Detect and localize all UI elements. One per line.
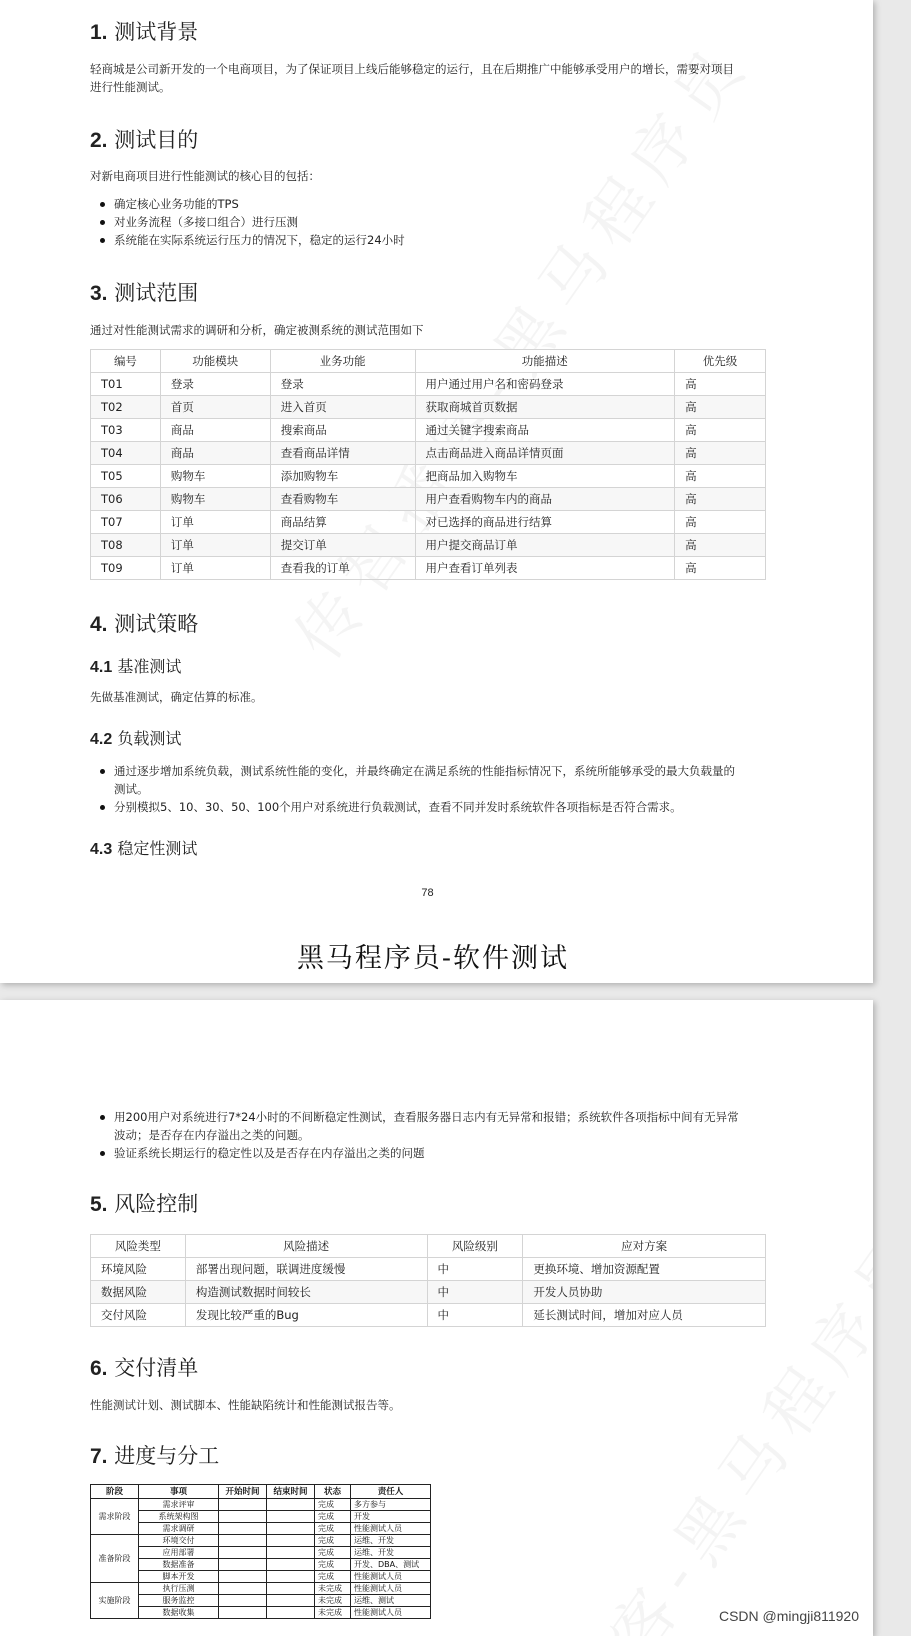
table-cell: 环境交付 [139, 1535, 219, 1547]
table-row [91, 1535, 431, 1547]
phase-cell: 准备阶段 [91, 1535, 139, 1583]
table-cell: T08 [91, 534, 161, 557]
list-item: 对业务流程（多接口组合）进行压测 [114, 213, 794, 231]
table-cell: 首页 [160, 396, 270, 419]
table-cell: 需求评审 [139, 1499, 219, 1511]
section-3-intro: 通过对性能测试需求的调研和分析，确定被测系统的测试范围如下 [90, 323, 424, 337]
table-cell: 执行压测 [139, 1583, 219, 1595]
table-cell: 高 [675, 396, 766, 419]
table-cell: 性能测试人员 [351, 1523, 431, 1535]
table-cell: 服务监控 [139, 1595, 219, 1607]
table-cell: 完成 [315, 1523, 351, 1535]
table-cell [267, 1559, 315, 1571]
table-header: 结束时间 [267, 1485, 315, 1499]
table-cell: 完成 [315, 1559, 351, 1571]
table-cell: 通过关键字搜索商品 [415, 419, 675, 442]
table-cell [267, 1523, 315, 1535]
table-cell: T01 [91, 373, 161, 396]
table-cell [267, 1595, 315, 1607]
table-header: 功能模块 [160, 350, 270, 373]
table-cell: 高 [675, 511, 766, 534]
table-cell: 商品 [160, 442, 270, 465]
table-header: 事项 [139, 1485, 219, 1499]
list-item: 系统能在实际系统运行压力的情况下，稳定的运行24小时 [114, 231, 794, 249]
table-cell: 商品结算 [270, 511, 415, 534]
table-cell: 添加购物车 [270, 465, 415, 488]
table-cell: 构造测试数据时间较长 [185, 1281, 427, 1304]
table-cell [267, 1535, 315, 1547]
table-cell: 中 [427, 1258, 523, 1281]
table-cell: T03 [91, 419, 161, 442]
table-cell [267, 1499, 315, 1511]
table-row [91, 419, 766, 442]
table-cell: 部署出现问题，联调进度缓慢 [185, 1258, 427, 1281]
table-cell: 完成 [315, 1535, 351, 1547]
table-cell: 交付风险 [91, 1304, 186, 1327]
section-3-heading: 3. 测试范围 [90, 281, 199, 305]
table-row [91, 1304, 766, 1327]
table-header: 优先级 [675, 350, 766, 373]
section-4-2-heading: 4.2 负载测试 [90, 729, 182, 748]
table-row [91, 1583, 431, 1595]
table-cell: 性能测试人员 [351, 1583, 431, 1595]
table-cell [219, 1607, 267, 1619]
table-header: 阶段 [91, 1485, 139, 1499]
table-row [91, 1595, 431, 1607]
table-cell: 提交订单 [270, 534, 415, 557]
table-cell [267, 1583, 315, 1595]
table-cell: 高 [675, 488, 766, 511]
table-cell: 完成 [315, 1547, 351, 1559]
risk-table [90, 1234, 766, 1327]
table-row [91, 1281, 766, 1304]
table-cell: 对已选择的商品进行结算 [415, 511, 675, 534]
table-cell: 多方参与 [351, 1499, 431, 1511]
section-4-3-list [90, 1108, 794, 1162]
table-cell: 查看购物车 [270, 488, 415, 511]
table-row [91, 1571, 431, 1583]
table-cell: 用户查看购物车内的商品 [415, 488, 675, 511]
list-item: 验证系统长期运行的稳定性以及是否存在内存溢出之类的问题 [114, 1144, 794, 1162]
table-cell: 应用部署 [139, 1547, 219, 1559]
table-cell: 环境风险 [91, 1258, 186, 1281]
table-cell: 登录 [270, 373, 415, 396]
table-header: 责任人 [351, 1485, 431, 1499]
table-header: 状态 [315, 1485, 351, 1499]
table-cell: 商品 [160, 419, 270, 442]
table-cell: 购物车 [160, 465, 270, 488]
table-cell: 完成 [315, 1571, 351, 1583]
table-cell: 高 [675, 373, 766, 396]
table-cell: 开发 [351, 1511, 431, 1523]
table-cell [219, 1499, 267, 1511]
table-cell: 查看商品详情 [270, 442, 415, 465]
table-row [91, 396, 766, 419]
table-cell [219, 1547, 267, 1559]
table-row [91, 1523, 431, 1535]
table-row [91, 373, 766, 396]
table-cell: T07 [91, 511, 161, 534]
table-cell: 进入首页 [270, 396, 415, 419]
list-item: 通过逐步增加系统负载，测试系统性能的变化，并最终确定在满足系统的性能指标情况下，系统所能够承受的最大负载量的 测试。 [114, 762, 794, 798]
table-header: 开始时间 [219, 1485, 267, 1499]
table-cell: T06 [91, 488, 161, 511]
section-6-heading: 6. 交付清单 [90, 1356, 199, 1380]
table-cell: 开发、DBA、测试 [351, 1559, 431, 1571]
table-cell: 用户通过用户名和密码登录 [415, 373, 675, 396]
section-1-heading: 1. 测试背景 [90, 20, 199, 44]
scope-table [90, 349, 766, 580]
table-cell: 更换环境、增加资源配置 [523, 1258, 766, 1281]
table-cell [219, 1511, 267, 1523]
table-cell: 购物车 [160, 488, 270, 511]
table-cell [267, 1607, 315, 1619]
table-cell: 用户提交商品订单 [415, 534, 675, 557]
table-cell: T04 [91, 442, 161, 465]
table-cell [219, 1583, 267, 1595]
document-page-2 [0, 1000, 873, 1636]
table-cell [219, 1535, 267, 1547]
table-cell: 系统架构图 [139, 1511, 219, 1523]
section-4-2-list [90, 762, 794, 816]
table-header: 风险类型 [91, 1235, 186, 1258]
table-cell: 未完成 [315, 1583, 351, 1595]
table-cell: 数据收集 [139, 1607, 219, 1619]
table-cell: 订单 [160, 511, 270, 534]
table-cell [267, 1511, 315, 1523]
section-6-text: 性能测试计划、测试脚本、性能缺陷统计和性能测试报告等。 [90, 1398, 401, 1412]
table-cell: 获取商城首页数据 [415, 396, 675, 419]
table-cell: 中 [427, 1304, 523, 1327]
table-row [91, 442, 766, 465]
section-4-3-heading: 4.3 稳定性测试 [90, 839, 198, 858]
table-cell: 脚本开发 [139, 1571, 219, 1583]
list-item: 用200用户对系统进行7*24小时的不间断稳定性测试，查看服务器日志内有无异常和报错；系统软件各项指标中间有无异常 波动；是否存在内存溢出之类的问题。 [114, 1108, 794, 1144]
table-row [91, 557, 766, 580]
table-cell: 把商品加入购物车 [415, 465, 675, 488]
section-1-text: 轻商城是公司新开发的一个电商项目，为了保证项目上线后能够稳定的运行，且在后期推广中能够承受用户的增长，需要对项目 进行性能测试。 [90, 62, 734, 94]
table-cell: 用户查看订单列表 [415, 557, 675, 580]
schedule-table [90, 1484, 431, 1619]
table-cell: 未完成 [315, 1595, 351, 1607]
list-item: 确定核心业务功能的TPS [114, 195, 794, 213]
table-cell: 延长测试时间，增加对应人员 [523, 1304, 766, 1327]
table-cell: 数据准备 [139, 1559, 219, 1571]
table-cell: 数据风险 [91, 1281, 186, 1304]
table-cell: 开发人员协助 [523, 1281, 766, 1304]
table-cell [219, 1595, 267, 1607]
table-row [91, 1607, 431, 1619]
table-header: 编号 [91, 350, 161, 373]
table-cell: 高 [675, 465, 766, 488]
section-4-1-heading: 4.1 基准测试 [90, 657, 182, 676]
table-cell: 高 [675, 442, 766, 465]
table-row [91, 511, 766, 534]
table-cell: 订单 [160, 557, 270, 580]
table-header: 应对方案 [523, 1235, 766, 1258]
table-cell: T05 [91, 465, 161, 488]
table-cell [267, 1547, 315, 1559]
table-cell: 运维、开发 [351, 1547, 431, 1559]
table-cell: 高 [675, 534, 766, 557]
table-cell: 登录 [160, 373, 270, 396]
table-header: 风险级别 [427, 1235, 523, 1258]
table-cell: 中 [427, 1281, 523, 1304]
page-number: 78 [421, 887, 434, 899]
table-row [91, 488, 766, 511]
table-header: 功能描述 [415, 350, 675, 373]
attribution: CSDN @mingji811920 [718, 1608, 859, 1624]
table-cell: 发现比较严重的Bug [185, 1304, 427, 1327]
table-cell: 性能测试人员 [351, 1607, 431, 1619]
table-row [91, 1547, 431, 1559]
table-cell [219, 1523, 267, 1535]
table-cell: 高 [675, 557, 766, 580]
phase-cell: 需求阶段 [91, 1499, 139, 1535]
table-cell: 查看我的订单 [270, 557, 415, 580]
list-item: 分别模拟5、10、30、50、100个用户对系统进行负载测试，查看不同并发时系统软件各项指标是否符合需求。 [114, 798, 794, 816]
table-row [91, 1499, 431, 1511]
table-header: 风险描述 [185, 1235, 427, 1258]
table-cell [219, 1559, 267, 1571]
table-row [91, 465, 766, 488]
table-row [91, 1559, 431, 1571]
table-row [91, 534, 766, 557]
table-cell: 性能测试人员 [351, 1571, 431, 1583]
table-cell: 运维、开发 [351, 1535, 431, 1547]
section-2-list [90, 195, 794, 249]
section-7-heading: 7. 进度与分工 [90, 1444, 220, 1468]
footer-title: 黑马程序员-软件测试 [296, 943, 570, 974]
table-cell: 订单 [160, 534, 270, 557]
table-cell [219, 1571, 267, 1583]
table-row [91, 1258, 766, 1281]
section-4-heading: 4. 测试策略 [90, 612, 199, 636]
section-4-1-text: 先做基准测试，确定估算的标准。 [90, 690, 263, 704]
table-cell: 点击商品进入商品详情页面 [415, 442, 675, 465]
table-cell: 未完成 [315, 1607, 351, 1619]
section-2-heading: 2. 测试目的 [90, 128, 199, 152]
table-cell: 完成 [315, 1499, 351, 1511]
section-2-intro: 对新电商项目进行性能测试的核心目的包括： [90, 169, 320, 183]
table-cell: 需求调研 [139, 1523, 219, 1535]
table-cell: T09 [91, 557, 161, 580]
table-header: 业务功能 [270, 350, 415, 373]
table-cell: T02 [91, 396, 161, 419]
table-cell: 搜索商品 [270, 419, 415, 442]
table-cell: 运维、测试 [351, 1595, 431, 1607]
table-cell: 高 [675, 419, 766, 442]
table-row [91, 1511, 431, 1523]
table-cell [267, 1571, 315, 1583]
section-5-heading: 5. 风险控制 [90, 1192, 199, 1216]
table-cell: 完成 [315, 1511, 351, 1523]
phase-cell: 实施阶段 [91, 1583, 139, 1619]
